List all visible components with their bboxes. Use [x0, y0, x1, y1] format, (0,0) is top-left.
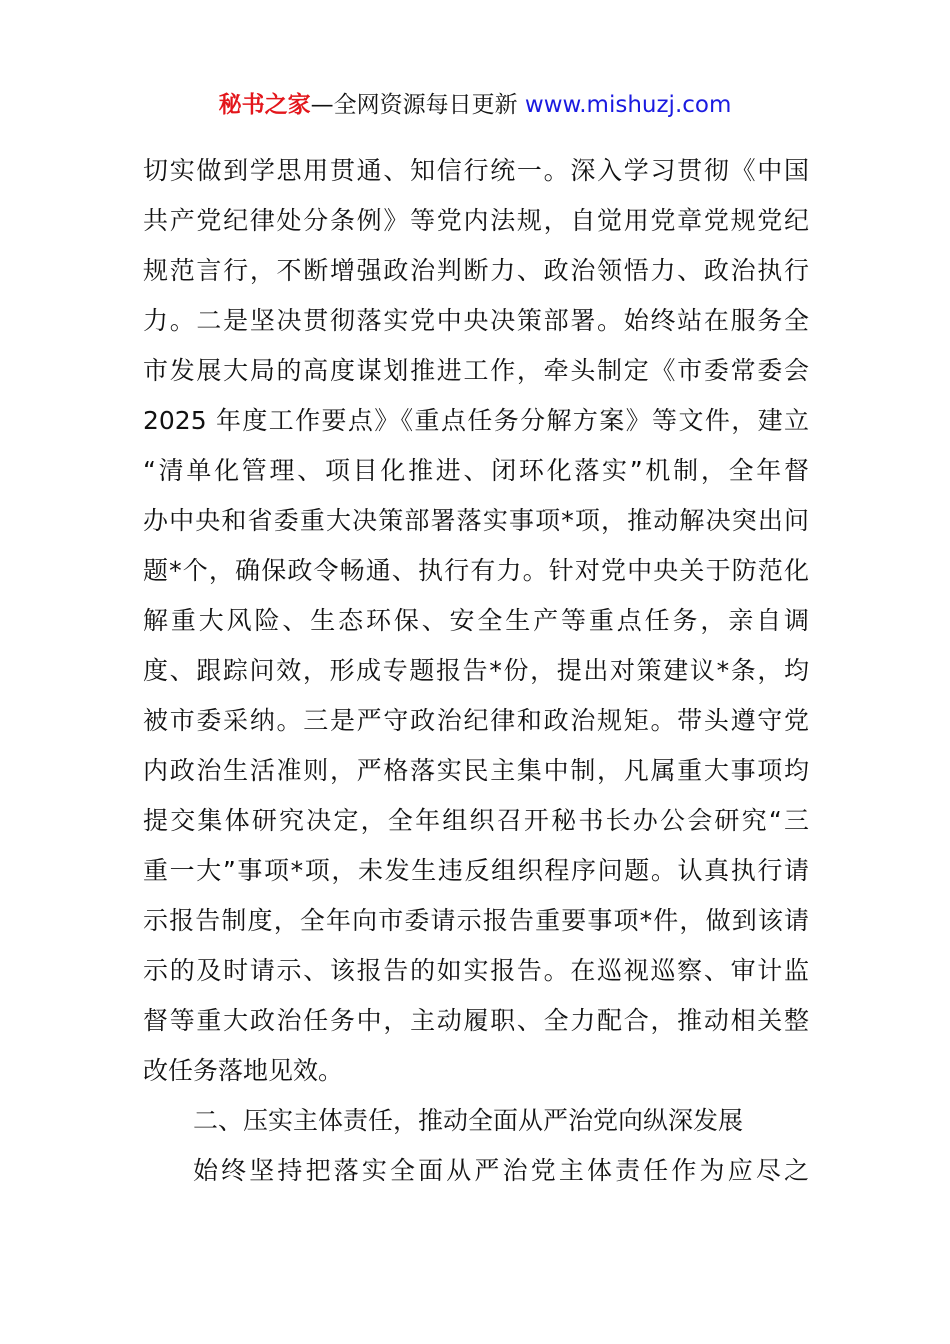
text-line: 办中央和省委重大决策部署落实事项*项，推动解决突出问: [143, 506, 809, 535]
text-line: 力。二是坚决贯彻落实党中央决策部署。始终站在服务全: [143, 306, 809, 335]
text-line: 督等重大政治任务中，主动履职、全力配合，推动相关整: [143, 1006, 809, 1035]
text-line: 改任务落地见效。: [143, 1056, 344, 1085]
text-line: 规范言行，不断增强政治判断力、政治领悟力、政治执行: [143, 256, 809, 285]
text-line: 切实做到学思用贯通、知信行统一。深入学习贯彻《中国: [143, 156, 809, 185]
paragraph-2-line: 始终坚持把落实全面从严治党主体责任作为应尽之: [193, 1156, 809, 1185]
document-body: [143, 146, 809, 1196]
text-line: “清单化管理、项目化推进、闭环化落实”机制，全年督: [143, 456, 809, 485]
text-line: 解重大风险、生态环保、安全生产等重点任务，亲自调: [143, 606, 809, 635]
brand-name: 秘书之家: [218, 92, 311, 118]
text-line: 2025 年度工作要点》《重点任务分解方案》等文件，建立: [143, 406, 809, 435]
header-tagline: —全网资源每日更新: [310, 92, 525, 118]
text-line: 示的及时请示、该报告的如实报告。在巡视巡察、审计监: [143, 956, 809, 985]
text-line: 重一大”事项*项，未发生违反组织程序问题。认真执行请: [143, 856, 809, 885]
text-line: 示报告制度，全年向市委请示报告重要事项*件，做到该请: [143, 906, 809, 935]
text-line: 题*个，确保政令畅通、执行有力。针对党中央关于防范化: [143, 556, 809, 585]
text-line: 市发展大局的高度谋划推进工作，牵头制定《市委常委会: [143, 356, 809, 385]
section-heading: 二、压实主体责任，推动全面从严治党向纵深发展: [193, 1106, 744, 1135]
site-header: [0, 88, 950, 122]
paragraph-1: [143, 146, 809, 1096]
text-line: 被市委采纳。三是严守政治纪律和政治规矩。带头遵守党: [143, 706, 809, 735]
text-line: 共产党纪律处分条例》等党内法规，自觉用党章党规党纪: [143, 206, 809, 235]
text-line: 度、跟踪问效，形成专题报告*份，提出对策建议*条，均: [143, 656, 809, 685]
text-line: 提交集体研究决定，全年组织召开秘书长办公会研究“三: [143, 806, 809, 835]
site-url-link[interactable]: www.mishuzj.com: [524, 92, 732, 118]
text-line: 内政治生活准则，严格落实民主集中制，凡属重大事项均: [143, 756, 809, 785]
